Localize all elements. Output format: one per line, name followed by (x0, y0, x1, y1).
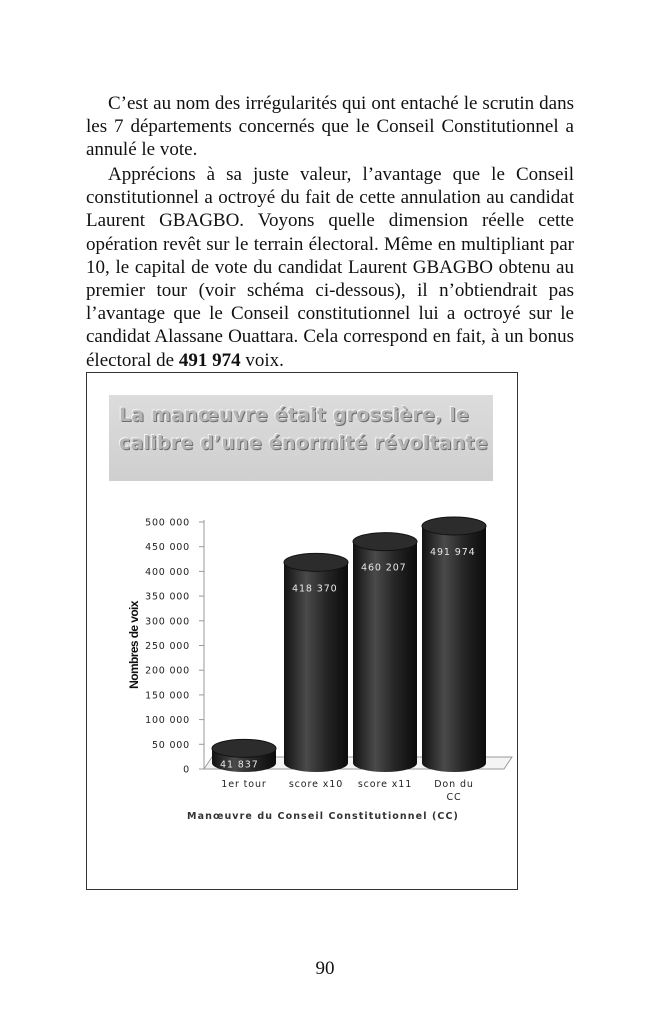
data-label-1: 41 837 (220, 759, 259, 771)
y-tick-label: 50 000 (151, 739, 190, 751)
bar-top-3 (353, 533, 417, 551)
chart-figure (86, 372, 518, 890)
banner-line-2: calibre d’une énormité révoltante (119, 432, 488, 454)
bar-chart (87, 373, 518, 890)
paragraph-1: C’est au nom des irrégularités qui ont entaché le scrutin dans les 7 départements concernés que le Conseil Constitutionnel a annulé le vote. (86, 93, 574, 161)
bonus-votes-bold: 491 974 (178, 349, 241, 371)
bar-4 (422, 526, 486, 772)
bar-top-2 (284, 553, 348, 571)
y-tick-label: 450 000 (145, 542, 190, 554)
data-label-3: 460 207 (361, 562, 407, 574)
category-label: Don du (434, 779, 474, 790)
y-tick-label: 150 000 (145, 690, 190, 702)
paragraph-2 (86, 163, 574, 372)
category-label: score x10 (288, 779, 344, 790)
y-tick-label: 250 000 (145, 641, 190, 652)
paragraph-2-end: voix. (240, 349, 284, 371)
category-label: CC (446, 792, 462, 803)
category-label: 1er tour (221, 779, 267, 790)
y-tick-label: 350 000 (145, 591, 190, 603)
banner-line-1: La manœuvre était grossière, le (119, 404, 469, 426)
y-axis-title: Nombres de voix (127, 601, 141, 689)
bar-3 (353, 542, 417, 772)
x-axis-title: Manœuvre du Conseil Constitutionnel (CC) (187, 811, 459, 822)
bar-top-4 (422, 517, 486, 535)
page-number: 90 (315, 958, 335, 979)
y-tick-label: 400 000 (145, 566, 190, 578)
y-tick-label: 100 000 (145, 715, 190, 727)
y-tick-label: 200 000 (145, 665, 190, 677)
data-label-4: 491 974 (430, 546, 476, 558)
bar-top-1 (212, 739, 276, 757)
data-label-2: 418 370 (292, 583, 338, 595)
paragraph-2-text: Apprécions à sa juste valeur, l’avantage que le Conseil constitutionnel a octroyé du fait de cette annulation au candidat Laurent GBAGBO. Voyons quelle dimension réelle cette opération revêt sur le terrain électoral. Même en multipliant par 10, le capital de vote du candidat Laurent GBAGBO obtenu au premier tour (voir schéma ci-dessous), il n’obtiendrait pas l’avantage que le Conseil constitutionnel lui a octroyé sur le candidat Alassane Ouattara. Cela correspond en fait, à un bonus électoral de (86, 164, 574, 371)
y-tick-label: 500 000 (145, 517, 190, 529)
y-tick-label: 300 000 (145, 616, 190, 628)
category-label: score x11 (357, 779, 413, 790)
y-tick-label: 0 (183, 764, 190, 776)
